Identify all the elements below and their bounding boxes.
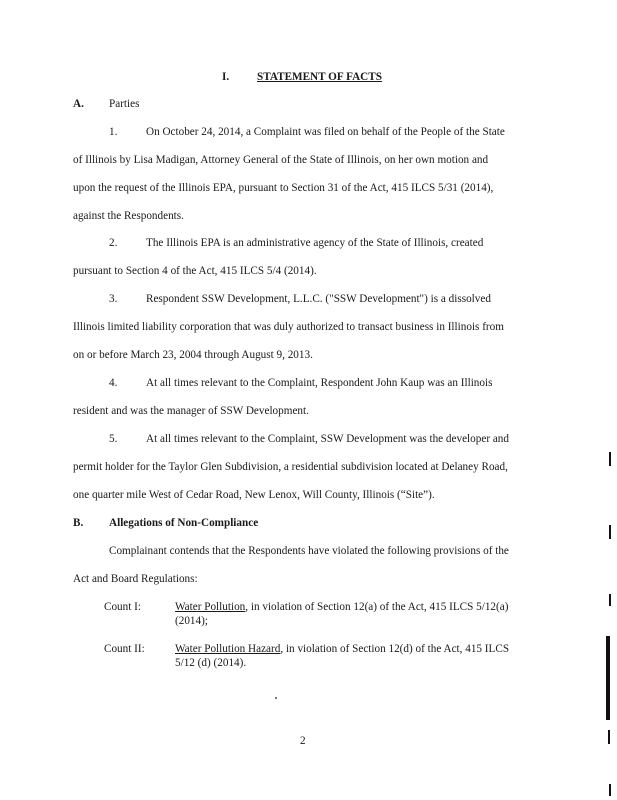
paragraph-number: 2. bbox=[109, 237, 118, 249]
paragraph-line: on or before March 23, 2004 through August 9, 2013. bbox=[73, 349, 313, 361]
count-title: Water Pollution bbox=[175, 601, 246, 613]
count-line: (2014); bbox=[175, 615, 208, 627]
subsection-title: Parties bbox=[109, 98, 140, 110]
scan-mark bbox=[606, 636, 610, 720]
contention-line: Act and Board Regulations: bbox=[73, 573, 198, 585]
count-title: Water Pollution Hazard bbox=[175, 643, 281, 655]
scan-mark bbox=[609, 452, 611, 466]
paragraph-line: upon the request of the Illinois EPA, pursuant to Section 31 of the Act, 415 ILCS 5/31 (2014), bbox=[73, 182, 494, 194]
scan-mark bbox=[608, 730, 610, 744]
paragraph-number: 3. bbox=[109, 293, 118, 305]
scan-speck bbox=[275, 697, 277, 699]
paragraph-line: of Illinois by Lisa Madigan, Attorney General of the State of Illinois, on her own motion and bbox=[73, 154, 489, 166]
paragraph-number: 4. bbox=[109, 377, 118, 389]
paragraph-number: 1. bbox=[109, 126, 118, 138]
paragraph-line: one quarter mile West of Cedar Road, New Lenox, Will County, Illinois (“Site”). bbox=[73, 489, 435, 501]
subsection-title: Allegations of Non-Compliance bbox=[109, 517, 259, 529]
subsection-letter: B. bbox=[73, 517, 84, 529]
section-number: I. bbox=[222, 71, 230, 83]
scan-mark bbox=[609, 784, 611, 796]
paragraph-line: Respondent SSW Development, L.L.C. ("SSW Development") is a dissolved bbox=[146, 293, 491, 305]
paragraph-line: pursuant to Section 4 of the Act, 415 ILCS 5/4 (2014). bbox=[73, 265, 317, 277]
paragraph-number: 5. bbox=[109, 433, 118, 445]
scan-mark bbox=[609, 594, 611, 606]
section-title: STATEMENT OF FACTS bbox=[257, 71, 382, 83]
paragraph-line: At all times relevant to the Complaint, Respondent John Kaup was an Illinois bbox=[146, 377, 493, 389]
scan-mark bbox=[609, 525, 611, 539]
paragraph-line: On October 24, 2014, a Complaint was filed on behalf of the People of the State bbox=[146, 126, 505, 138]
count-text bbox=[175, 600, 508, 614]
page-number: 2 bbox=[300, 735, 306, 747]
paragraph-line: against the Respondents. bbox=[73, 210, 184, 222]
count-text bbox=[175, 642, 509, 656]
paragraph-line: Illinois limited liability corporation that was duly authorized to transact business in Illinois from bbox=[73, 321, 504, 333]
count-line: , in violation of Section 12(d) of the Act, 415 ILCS bbox=[280, 643, 510, 655]
count-label: Count II: bbox=[104, 643, 145, 655]
subsection-letter: A. bbox=[73, 98, 84, 110]
count-line: 5/12 (d) (2014). bbox=[175, 657, 247, 669]
count-line: , in violation of Section 12(a) of the Act, 415 ILCS 5/12(a) bbox=[245, 601, 509, 613]
paragraph-line: At all times relevant to the Complaint, SSW Development was the developer and bbox=[146, 433, 509, 445]
paragraph-line: The Illinois EPA is an administrative agency of the State of Illinois, created bbox=[146, 237, 484, 249]
paragraph-line: resident and was the manager of SSW Development. bbox=[73, 405, 309, 417]
contention-line: Complainant contends that the Respondents have violated the following provisions of the bbox=[109, 545, 509, 557]
paragraph-line: permit holder for the Taylor Glen Subdivision, a residential subdivision located at Delaney Road, bbox=[73, 461, 508, 473]
count-label: Count I: bbox=[104, 601, 141, 613]
